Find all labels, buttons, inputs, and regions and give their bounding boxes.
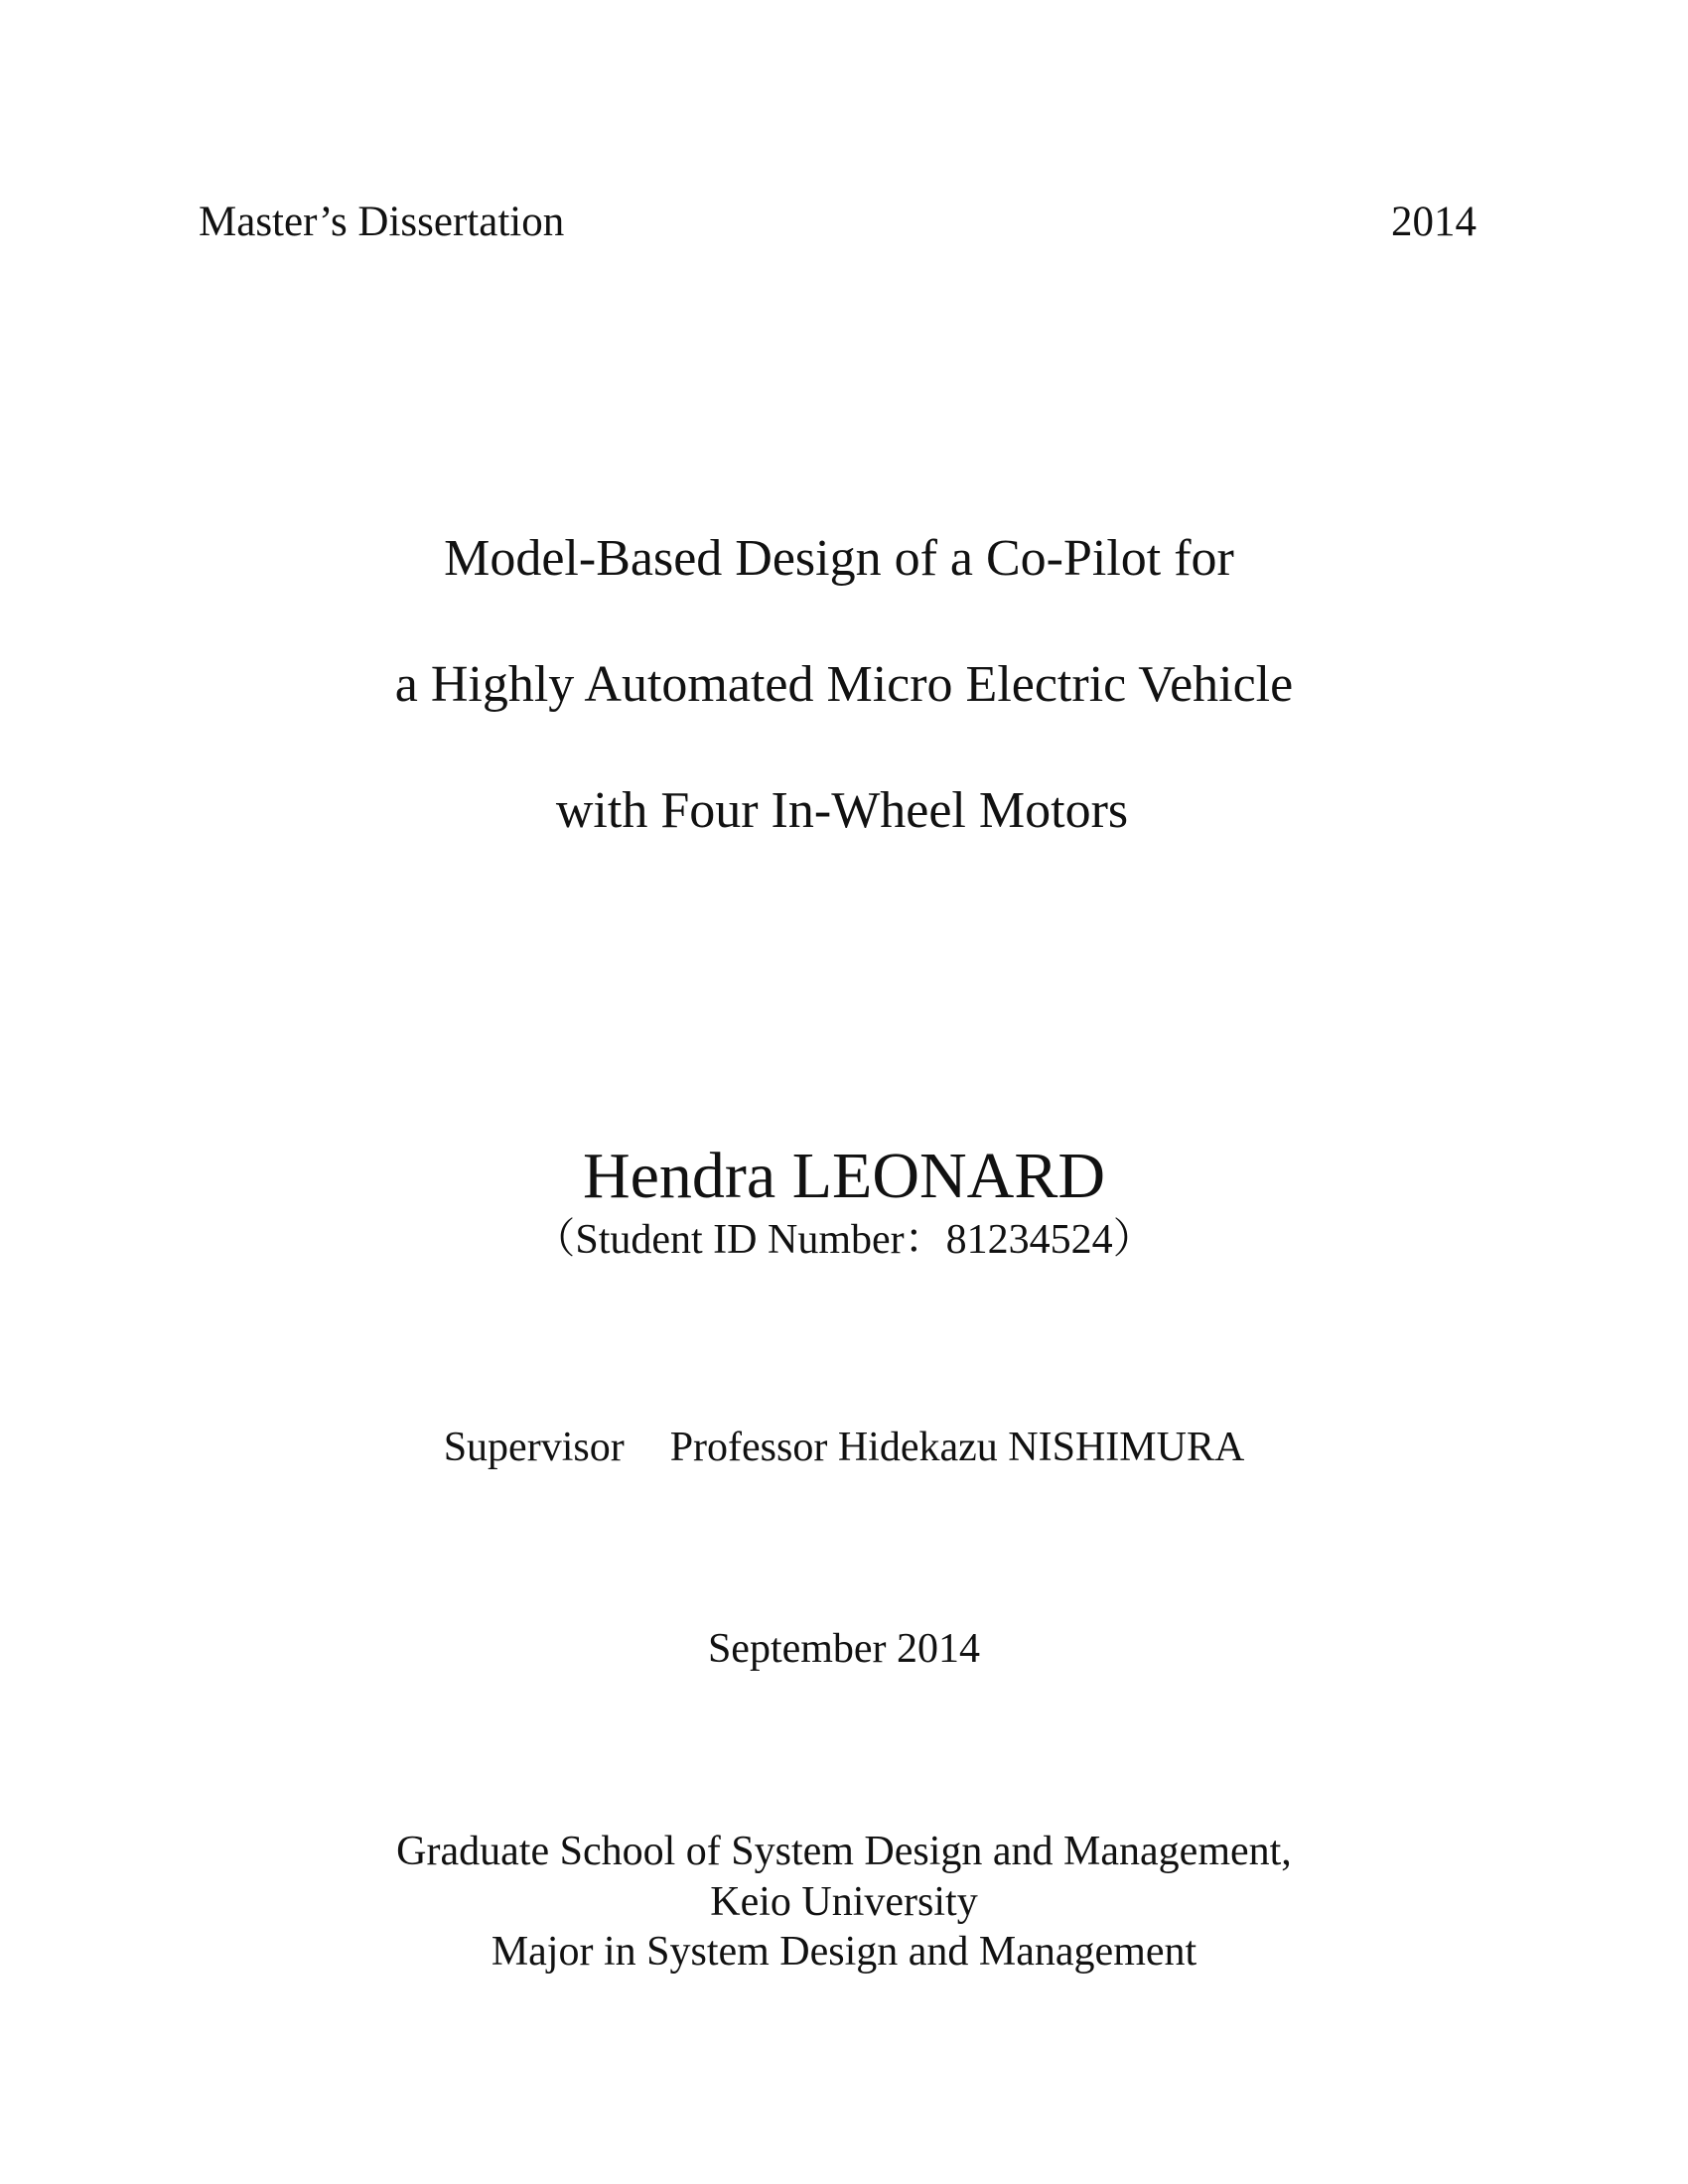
institution-line-2: Keio University bbox=[710, 1879, 978, 1925]
student-id: （Student ID Number：81234524） bbox=[533, 1217, 1155, 1263]
supervisor-name: Professor Hidekazu NISHIMURA bbox=[669, 1425, 1245, 1470]
institution-line-3: Major in System Design and Management bbox=[491, 1929, 1197, 1975]
author-name: Hendra LEONARD bbox=[582, 1140, 1106, 1212]
supervisor-line bbox=[0, 1427, 1688, 1468]
institution-line-1: Graduate School of System Design and Management, bbox=[396, 1829, 1292, 1874]
document-type-label: Master’s Dissertation bbox=[199, 199, 565, 245]
submission-date: September 2014 bbox=[707, 1626, 981, 1672]
title-line-1: Model-Based Design of a Co-Pilot for bbox=[444, 530, 1234, 587]
supervisor-label: Supervisor bbox=[443, 1425, 625, 1470]
title-line-2: a Highly Automated Micro Electric Vehicle bbox=[394, 656, 1294, 713]
header-year: 2014 bbox=[1391, 199, 1477, 245]
title-line-3: with Four In-Wheel Motors bbox=[555, 782, 1129, 839]
